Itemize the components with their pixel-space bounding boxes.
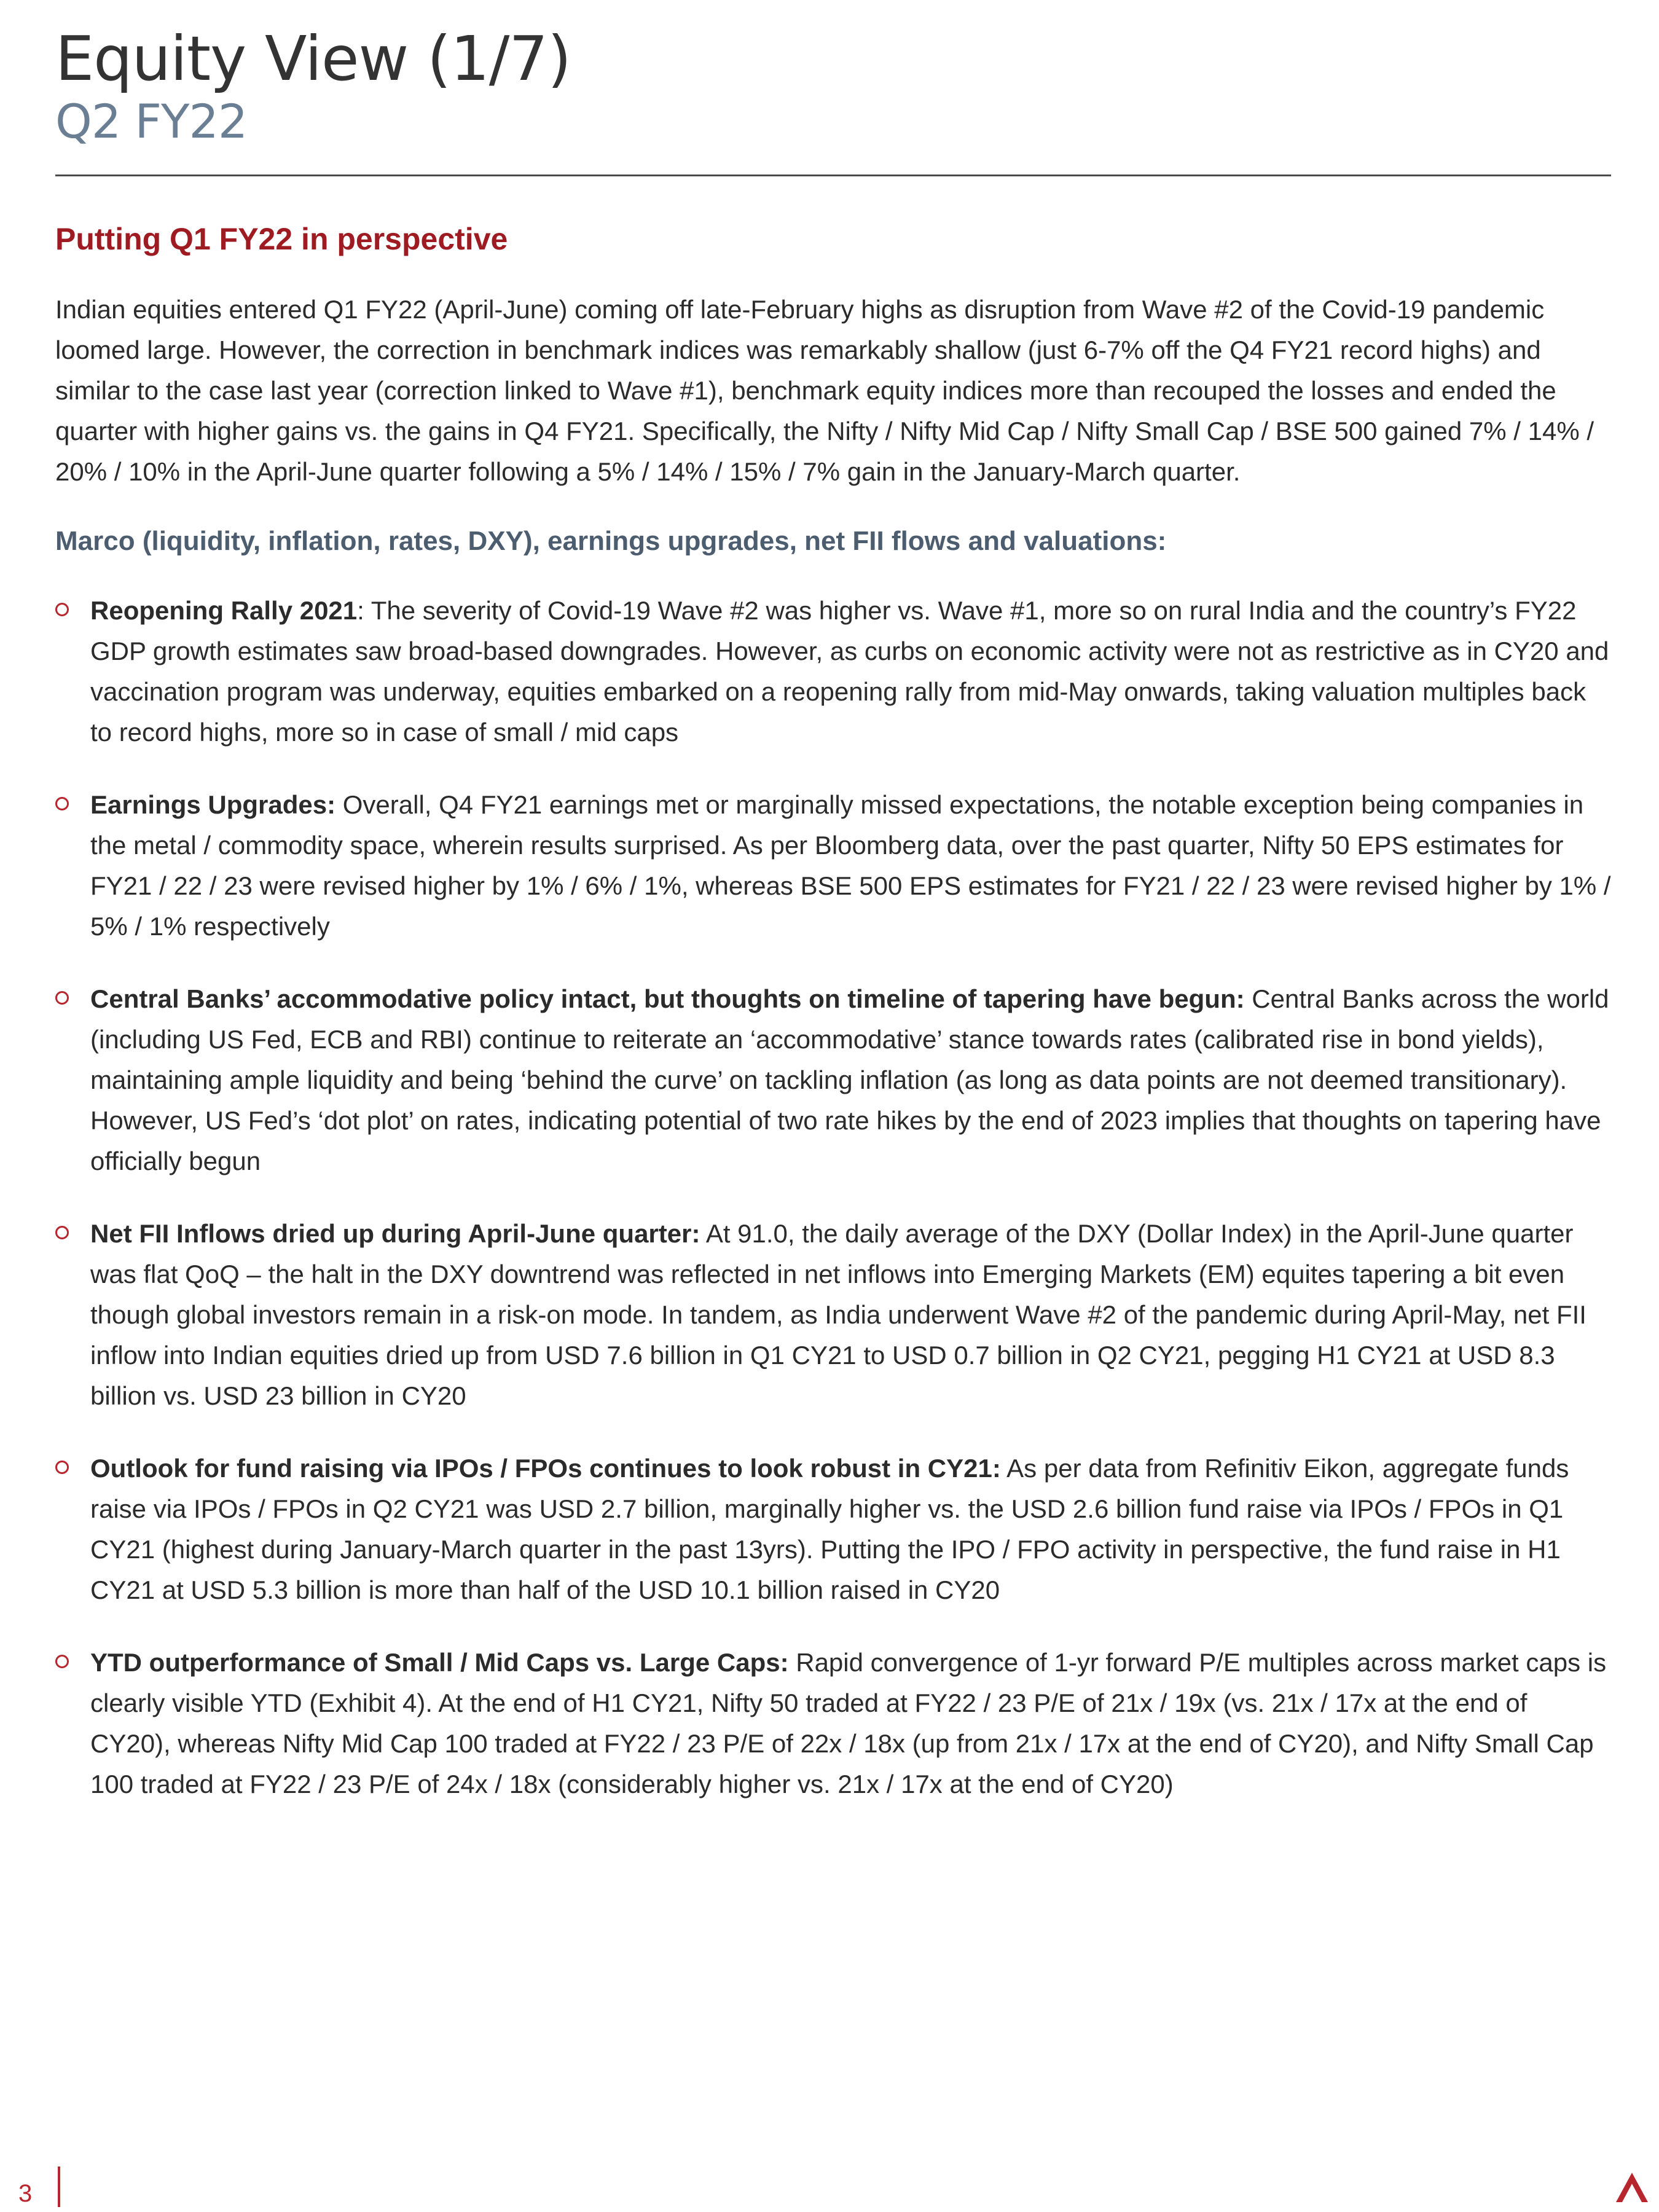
- bullet-circle-icon: [55, 1461, 69, 1474]
- page-number: 3: [18, 2180, 33, 2207]
- bullet-circle-icon: [55, 603, 69, 616]
- bullet-title: Earnings Upgrades:: [90, 790, 336, 819]
- bullet-item: [55, 979, 1611, 1182]
- bullet-title: YTD outperformance of Small / Mid Caps vs. Large Caps:: [90, 1648, 789, 1677]
- bullet-title: Net FII Inflows dried up during April-June quarter:: [90, 1219, 700, 1248]
- bullet-item: [55, 590, 1611, 753]
- bullet-item: [55, 1214, 1611, 1416]
- bullet-item: [55, 1448, 1611, 1610]
- brand-logo-icon: [1615, 2170, 1649, 2205]
- footer-divider: [58, 2167, 60, 2207]
- bullet-list: [55, 590, 1611, 1805]
- bullet-text: : The severity of Covid-19 Wave #2 was higher vs. Wave #1, more so on rural India and the country’s FY22 GDP growth estimates saw broad-based downgrades. However, as curbs on economic activity were not as restrictive as in CY20 and vaccination program was underway, equities embarked on a reopening rally from mid-May onwards, taking valuation multiples back to record highs, more so in case of small / mid caps: [90, 596, 1609, 747]
- bullet-text: At 91.0, the daily average of the DXY (Dollar Index) in the April-June quarter was flat QoQ – the halt in the DXY downtrend was reflected in net inflows into Emerging Markets (EM) equites tapering a bit even though global investors remain in a risk-on mode. In tandem, as India underwent Wave #2 of the pandemic during April-May, net FII inflow into Indian equities dried up from USD 7.6 billion in Q1 CY21 to USD 0.7 billion in Q2 CY21, pegging H1 CY21 at USD 8.3 billion vs. USD 23 billion in CY20: [90, 1219, 1586, 1410]
- bullet-text: Rapid convergence of 1-yr forward P/E multiples across market caps is clearly visible YTD (Exhibit 4). At the end of H1 CY21, Nifty 50 traded at FY22 / 23 P/E of 21x / 19x (vs. 21x / 17x at the end of CY20), whereas Nifty Mid Cap 100 traded at FY22 / 23 P/E of 22x / 18x (up from 21x / 17x at the end of CY20), and Nifty Small Cap 100 traded at FY22 / 23 P/E of 24x / 18x (considerably higher vs. 21x / 17x at the end of CY20): [90, 1648, 1607, 1798]
- section-heading: Putting Q1 FY22 in perspective: [55, 222, 508, 256]
- page-title: Equity View (1/7): [55, 23, 571, 95]
- bullet-text: Overall, Q4 FY21 earnings met or marginally missed expectations, the notable exception being companies in the metal / commodity space, wherein results surprised. As per Bloomberg data, over the past quarter, Nifty 50 EPS estimates for FY21 / 22 / 23 were revised higher by 1% / 6% / 1%, whereas BSE 500 EPS estimates for FY21 / 22 / 23 were revised higher by 1% / 5% / 1% respectively: [90, 790, 1611, 941]
- bullet-title: Reopening Rally 2021: [90, 596, 358, 625]
- bullet-item: [55, 785, 1611, 947]
- intro-paragraph: Indian equities entered Q1 FY22 (April-June) coming off late-February highs as disruption from Wave #2 of the Covid-19 pandemic loomed large. However, the correction in benchmark indices was remarkably shallow (just 6-7% off the Q4 FY21 record highs) and similar to the case last year (correction linked to Wave #1), benchmark equity indices more than recouped the losses and ended the quarter with higher gains vs. the gains in Q4 FY21. Specifically, the Nifty / Nifty Mid Cap / Nifty Small Cap / BSE 500 gained 7% / 14% / 20% / 10% in the April-June quarter following a 5% / 14% / 15% / 7% gain in the January-March quarter.: [55, 295, 1594, 486]
- header-divider: [55, 175, 1611, 176]
- bullet-circle-icon: [55, 1655, 69, 1668]
- section-subheading: Marco (liquidity, inflation, rates, DXY), earnings upgrades, net FII flows and valuations:: [55, 526, 1167, 556]
- bullet-text: Central Banks across the world (including US Fed, ECB and RBI) continue to reiterate an ‘accommodative’ stance towards rates (calibrated rise in bond yields), maintaining ample liquidity and being ‘behind the curve’ on tackling inflation (as long as data points are not deemed transitionary). However, US Fed’s ‘dot plot’ on rates, indicating potential of two rate hikes by the end of 2023 implies that thoughts on tapering have officially begun: [90, 984, 1609, 1175]
- bullet-circle-icon: [55, 797, 69, 810]
- bullet-title: Central Banks’ accommodative policy intact, but thoughts on timeline of tapering have begun:: [90, 984, 1245, 1013]
- bullet-item: [55, 1642, 1611, 1805]
- bullet-text: As per data from Refinitiv Eikon, aggregate funds raise via IPOs / FPOs in Q2 CY21 was USD 2.7 billion, marginally higher vs. the USD 2.6 billion fund raise via IPOs / FPOs in Q1 CY21 (highest during January-March quarter in the past 13yrs). Putting the IPO / FPO activity in perspective, the fund raise in H1 CY21 at USD 5.3 billion is more than half of the USD 10.1 billion raised in CY20: [90, 1454, 1569, 1604]
- document-page: [55, 25, 1611, 1837]
- bullet-circle-icon: [55, 991, 69, 1005]
- page-subtitle: Q2 FY22: [55, 94, 248, 149]
- bullet-title: Outlook for fund raising via IPOs / FPOs continues to look robust in CY21:: [90, 1454, 1001, 1483]
- bullet-circle-icon: [55, 1226, 69, 1239]
